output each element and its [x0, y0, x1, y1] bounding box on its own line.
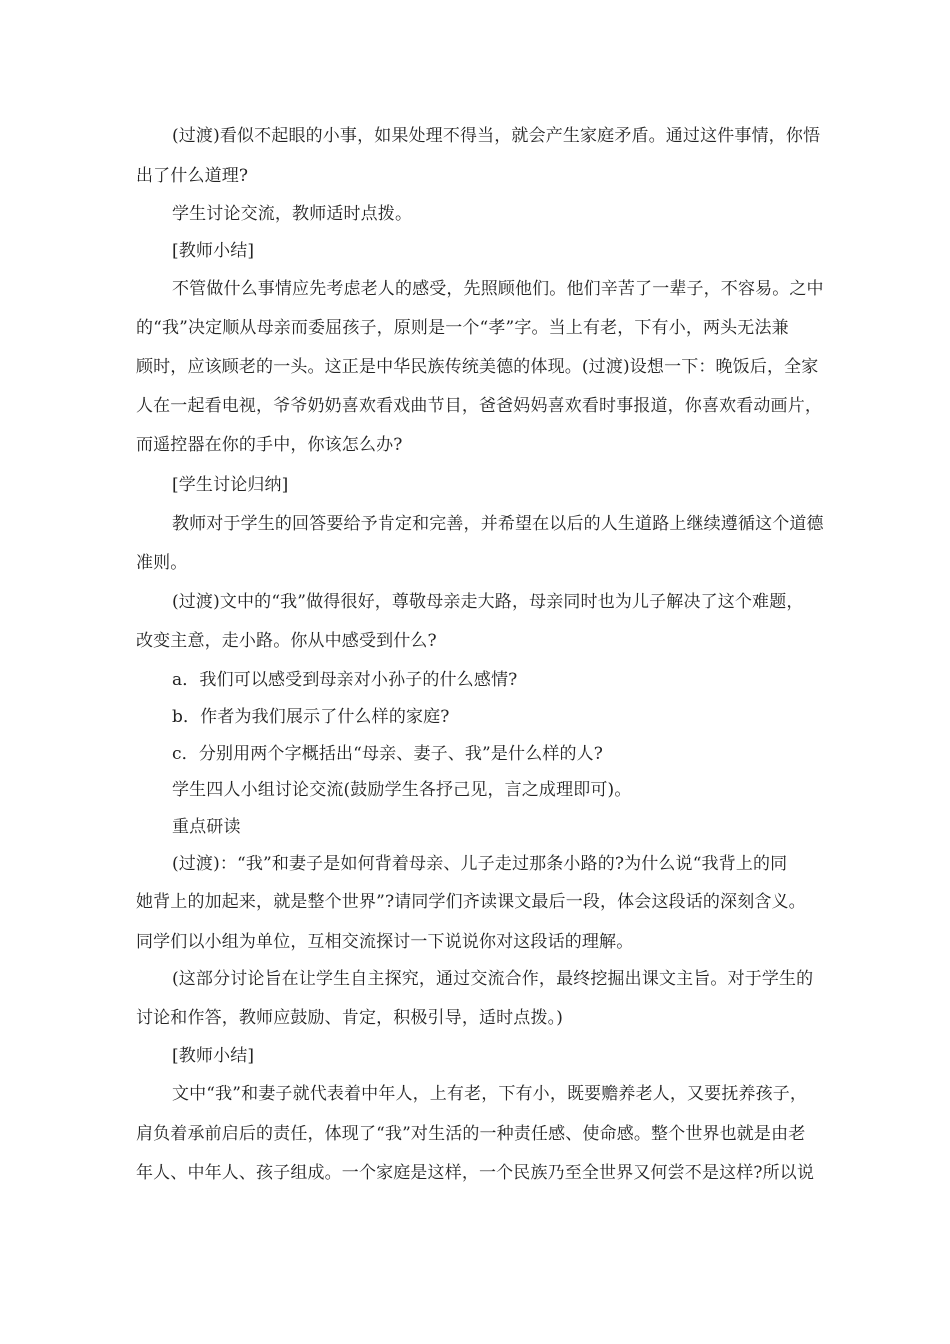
text-line: 学生四人小组讨论交流(鼓励学生各抒己见，言之成理即可)。	[172, 780, 632, 800]
text-line: 年人、中年人、孩子组成。一个家庭是这样，一个民族乃至全世界又何尝不是这样?所以说	[136, 1163, 815, 1183]
text-line: 的“我”决定顺从母亲而委屈孩子，原则是一个“孝”字。当上有老，下有小，两头无法兼	[136, 318, 789, 338]
list-item: c．分别用两个字概括出“母亲、妻子、我”是什么样的人?	[172, 744, 604, 764]
text-line: (过渡)文中的“我”做得很好，尊敬母亲走大路，母亲同时也为儿子解决了这个难题，	[172, 592, 804, 612]
section-heading: 重点研读	[172, 817, 241, 837]
section-heading: [教师小结]	[172, 1046, 255, 1066]
text-line: 人在一起看电视，爷爷奶奶喜欢看戏曲节目，爸爸妈妈喜欢看时事报道，你喜欢看动画片，	[136, 396, 822, 416]
text-line: 学生讨论交流，教师适时点拨。	[172, 204, 413, 224]
text-line: 而遥控器在你的手中，你该怎么办?	[136, 435, 403, 455]
text-line: 顾时，应该顾老的一头。这正是中华民族传统美德的体现。(过渡)设想一下：晚饭后，全家	[136, 357, 819, 377]
list-item: b．作者为我们展示了什么样的家庭?	[172, 707, 450, 727]
text-line: 同学们以小组为单位，互相交流探讨一下说说你对这段话的理解。	[136, 932, 634, 952]
text-line: 出了什么道理?	[136, 166, 249, 186]
list-item: a．我们可以感受到母亲对小孙子的什么感情?	[172, 670, 518, 690]
text-line: 讨论和作答，教师应鼓励、肯定，积极引导，适时点拨。)	[136, 1008, 564, 1028]
text-line: 肩负着承前启后的责任，体现了“我”对生活的一种责任感、使命感。整个世界也就是由老	[136, 1124, 806, 1144]
section-heading: [教师小结]	[172, 241, 255, 261]
text-line: (这部分讨论旨在让学生自主探究，通过交流合作，最终挖掘出课文主旨。对于学生的	[172, 969, 814, 989]
text-line: (过渡)：“我”和妻子是如何背着母亲、儿子走过那条小路的?为什么说“我背上的同	[172, 854, 788, 874]
text-line: (过渡)看似不起眼的小事，如果处理不得当，就会产生家庭矛盾。通过这件事情，你悟	[172, 126, 821, 146]
text-line: 她背上的加起来，就是整个世界”?请同学们齐读课文最后一段，体会这段话的深刻含义。	[136, 892, 806, 912]
text-line: 准则。	[136, 553, 188, 573]
text-line: 改变主意，走小路。你从中感受到什么?	[136, 631, 437, 651]
text-line: 教师对于学生的回答要给予肯定和完善，并希望在以后的人生道路上继续遵循这个道德	[172, 514, 824, 534]
text-line: 文中“我”和妻子就代表着中年人，上有老，下有小，既要赡养老人，又要抚养孩子，	[172, 1084, 808, 1104]
section-heading: [学生讨论归纳]	[172, 475, 289, 495]
text-line: 不管做什么事情应先考虑老人的感受，先照顾他们。他们辛苦了一辈子，不容易。之中	[172, 279, 824, 299]
